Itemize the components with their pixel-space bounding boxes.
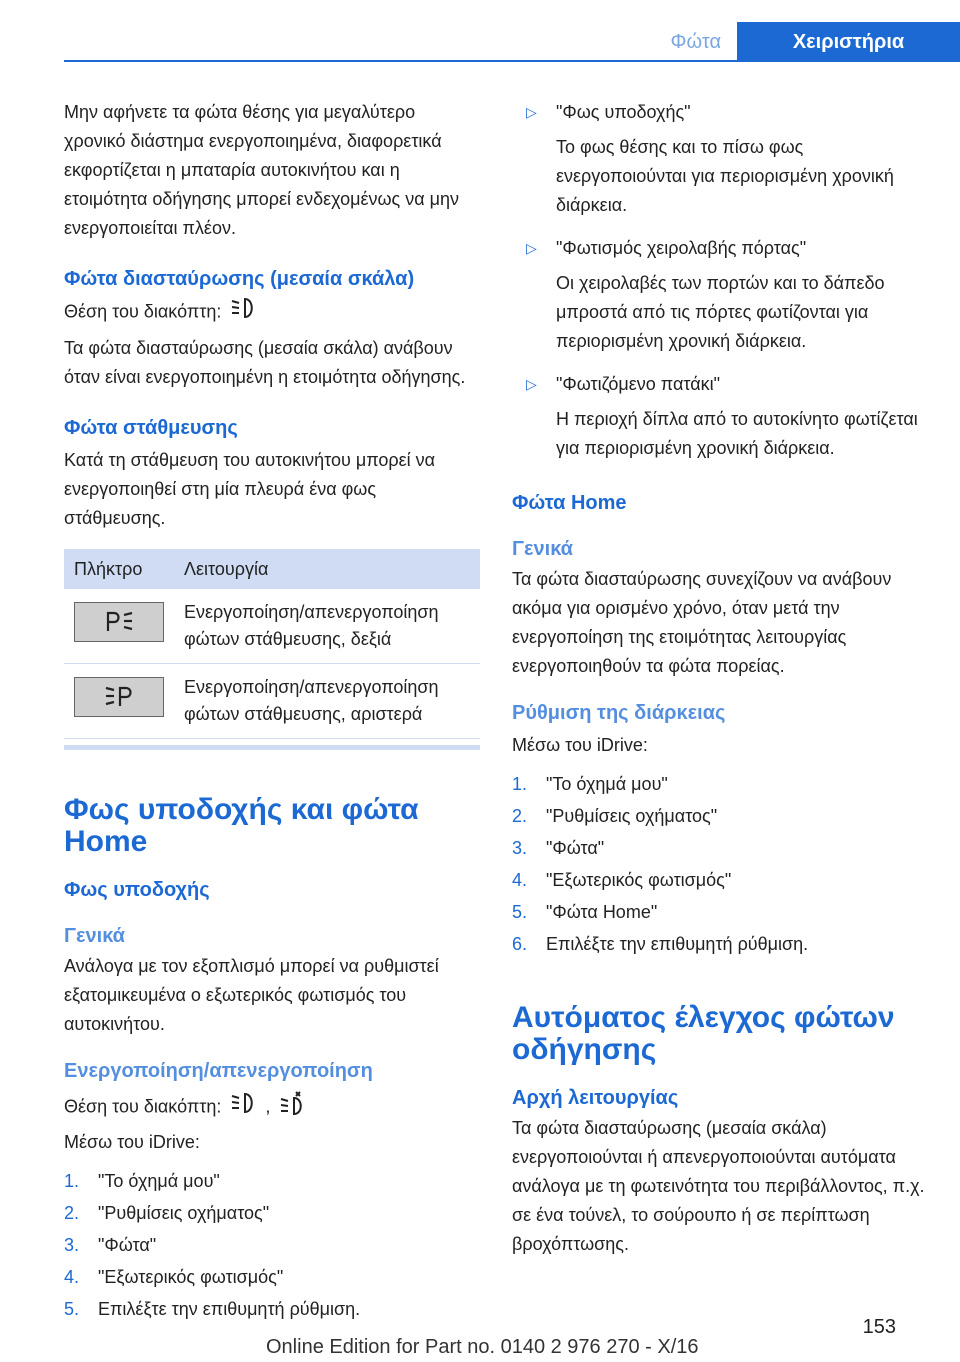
intro-paragraph: Μην αφήνετε τα φώτα θέσης για μεγαλύτερο χρονικό διάστημα ενεργοποιημένα, διαφορετικά εκφορτίζεται η μπαταρία αυτοκινήτου και η ετοιμότητα οδήγησης μπορεί ενδεχομένως να μην ενεργοποιείται πλέον.	[64, 102, 460, 238]
list-item	[512, 768, 928, 800]
list-item	[488, 370, 928, 463]
option-title: "Φωτιζόμενο πατάκι"	[556, 374, 721, 394]
option-text: Οι χειρολαβές των πορτών και το δάπεδο μπροστά από τις πόρτες φωτίζονται για περιορισμένη χρονική διάρκεια.	[556, 273, 885, 351]
option-text: Το φως θέσης και το πίσω φως ενεργοποιούνται για περιορισμένη χρονική διάρκεια.	[556, 137, 894, 215]
option-title: "Φως υποδοχής"	[556, 102, 691, 122]
list-item	[512, 896, 928, 928]
auto-lights-title: Αυτόματος έλεγχος φώτων οδήγησης	[512, 1001, 895, 1066]
step-text: "Φώτα"	[98, 1235, 157, 1255]
step-number: 2.	[512, 806, 528, 826]
parking-light-left-icon	[74, 677, 164, 717]
list-item	[64, 1261, 480, 1293]
step-number: 6.	[512, 934, 528, 954]
list-item	[488, 98, 928, 220]
welcome-subtitle: Φως υποδοχής	[64, 879, 210, 901]
list-item	[64, 1197, 480, 1229]
auto-headlight-icon	[279, 1091, 305, 1124]
step-text: "Φώτα"	[546, 838, 605, 858]
home-steps	[512, 768, 928, 960]
step-number: 1.	[64, 1171, 80, 1191]
header-rule	[64, 60, 960, 62]
bullet-triangle-icon: ▷	[526, 104, 537, 120]
step-number: 3.	[512, 838, 528, 858]
step-text: "Το όχημά μου"	[98, 1171, 220, 1191]
section-tab: Φώτα	[670, 31, 721, 53]
table-row	[64, 589, 480, 664]
welcome-via: Μέσω του iDrive:	[64, 1132, 200, 1152]
list-item	[512, 800, 928, 832]
list-item	[512, 832, 928, 864]
list-item	[64, 1293, 480, 1325]
list-item	[64, 1165, 480, 1197]
edition-footer: Online Edition for Part no. 0140 2 976 270 - X/16	[266, 1336, 699, 1358]
table-row	[64, 664, 480, 739]
step-number: 1.	[512, 774, 528, 794]
option-text: Η περιοχή δίπλα από το αυτοκίνητο φωτίζεται για περιορισμένη χρονική διάρκεια.	[556, 409, 918, 458]
left-column	[64, 98, 480, 1325]
step-text: "Το όχημά μου"	[546, 774, 668, 794]
key-cell	[64, 589, 174, 664]
welcome-onoff-heading: Ενεργοποίηση/απενεργοποίηση	[64, 1060, 373, 1082]
step-text: "Ρυθμίσεις οχήματος"	[546, 806, 718, 826]
key-cell	[64, 664, 174, 739]
list-item	[64, 1229, 480, 1261]
switch-label: Θέση του διακόπτη:	[64, 301, 222, 322]
step-number: 3.	[64, 1235, 80, 1255]
principle-text: Τα φώτα διασταύρωσης (μεσαία σκάλα) ενεργοποιούνται ή απενεργοποιούνται αυτόματα ανάλογα με τη φωτεινότητα του περιβάλλοντος, π.χ. σε ένα τούνελ, το σούρουπο ή σε περίπτωση βροχόπτωσης.	[512, 1118, 925, 1254]
home-title: Φώτα Home	[512, 492, 627, 514]
welcome-general-heading: Γενικά	[64, 925, 125, 947]
crosswalk-text: Τα φώτα διασταύρωσης (μεσαία σκάλα) ανάβουν όταν είναι ενεργοποιημένη η ετοιμότητα οδήγησης.	[64, 338, 466, 387]
col-function-header: Λειτουργία	[174, 549, 480, 589]
switch-label: Θέση του διακόπτη:	[64, 1096, 222, 1117]
welcome-switch-line	[64, 1091, 480, 1124]
home-general-heading: Γενικά	[512, 538, 573, 560]
function-cell: Ενεργοποίηση/απενεργοποίηση φώτων στάθμευσης, δεξιά	[174, 589, 480, 664]
list-item	[512, 864, 928, 896]
step-text: "Ρυθμίσεις οχήματος"	[98, 1203, 270, 1223]
step-number: 5.	[64, 1299, 80, 1319]
parking-text: Κατά τη στάθμευση του αυτοκινήτου μπορεί να ενεργοποιηθεί στη μία πλευρά ένα φως στάθμευσης.	[64, 450, 436, 528]
home-general-text: Τα φώτα διασταύρωσης συνεχίζουν να ανάβουν ακόμα για ορισμένο χρόνο, όταν μετά την ενεργοποίηση της ετοιμότητας λειτουργίας ενεργοποιηθούν τα φώτα πορείας.	[512, 569, 892, 676]
step-text: "Φώτα Home"	[546, 902, 658, 922]
page-header	[0, 22, 960, 62]
step-number: 4.	[512, 870, 528, 890]
separator-comma: ,	[265, 1096, 271, 1117]
welcome-general-text: Ανάλογα με τον εξοπλισμό μπορεί να ρυθμιστεί εξατομικευμένα ο εξωτερικός φωτισμός του αυτοκινήτου.	[64, 956, 439, 1034]
col-key-header: Πλήκτρο	[64, 549, 174, 589]
list-item	[488, 234, 928, 356]
option-title: "Φωτισμός χειρολαβής πόρτας"	[556, 238, 807, 258]
chapter-tab: Χειριστήρια	[737, 22, 960, 62]
home-duration-heading: Ρύθμιση της διάρκειας	[512, 702, 726, 724]
page-number: 153	[862, 1316, 896, 1338]
parking-title: Φώτα στάθμευσης	[64, 417, 238, 439]
right-column	[512, 98, 928, 1259]
list-item	[512, 928, 928, 960]
welcome-title: Φως υποδοχής και φώτα Home	[64, 793, 419, 858]
crosswalk-title: Φώτα διασταύρωσης (μεσαία σκάλα)	[64, 268, 415, 290]
welcome-steps	[64, 1165, 480, 1325]
step-text: "Εξωτερικός φωτισμός"	[98, 1267, 284, 1287]
step-text: Επιλέξτε την επιθυμητή ρύθμιση.	[98, 1299, 361, 1319]
step-number: 4.	[64, 1267, 80, 1287]
step-number: 5.	[512, 902, 528, 922]
bullet-triangle-icon: ▷	[526, 240, 537, 256]
low-beam-icon	[230, 297, 256, 328]
step-text: "Εξωτερικός φωτισμός"	[546, 870, 732, 890]
principle-heading: Αρχή λειτουργίας	[512, 1087, 679, 1109]
parking-table	[64, 549, 480, 739]
parking-light-right-icon	[74, 602, 164, 642]
function-cell: Ενεργοποίηση/απενεργοποίηση φώτων στάθμευσης, αριστερά	[174, 664, 480, 739]
table-header-row	[64, 549, 480, 589]
step-number: 2.	[64, 1203, 80, 1223]
low-beam-icon	[230, 1092, 256, 1123]
step-text: Επιλέξτε την επιθυμητή ρύθμιση.	[546, 934, 809, 954]
bullet-triangle-icon: ▷	[526, 376, 537, 392]
welcome-options	[488, 98, 928, 463]
home-via: Μέσω του iDrive:	[512, 735, 648, 755]
crosswalk-switch-line	[64, 297, 480, 328]
